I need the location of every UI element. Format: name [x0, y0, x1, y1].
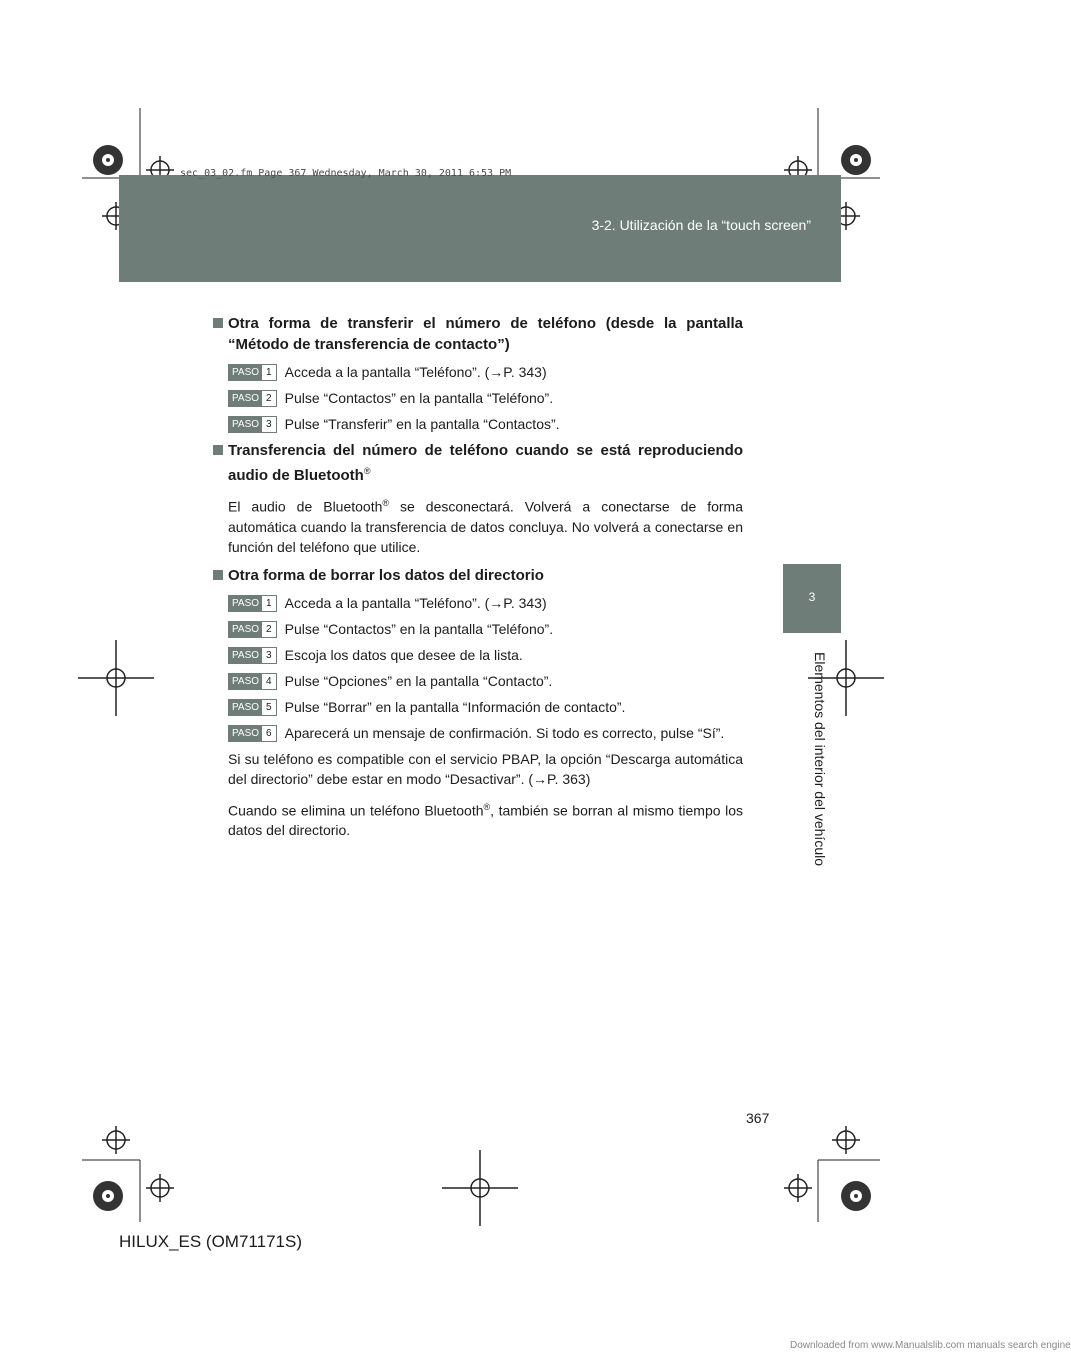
crosshair-registration-mark-icon: [102, 1126, 130, 1154]
crosshair-registration-mark-icon: [832, 1126, 860, 1154]
chapter-tab: [783, 564, 841, 633]
step-text: Pulse “Transferir” en la pantalla “Contactos”.: [284, 416, 560, 432]
step-text: Escoja los datos que desee de la lista.: [284, 646, 523, 663]
crosshair-registration-mark-icon: [442, 1150, 518, 1226]
step: [228, 388, 743, 408]
step-text: Aparecerá un mensaje de confirmación. Si todo es correcto, pulse “Sí”.: [284, 724, 725, 741]
page-content: [213, 307, 743, 848]
file-info: sec_03_02.fm Page 367 Wednesday, March 30, 2011 6:53 PM: [180, 168, 512, 179]
square-bullet-icon: [213, 570, 223, 580]
registered-mark: ®: [382, 498, 390, 508]
radial-registration-mark-icon: [93, 1181, 123, 1211]
step: [228, 619, 743, 639]
header-band: [119, 175, 841, 282]
step-badge: PASO 1: [228, 595, 277, 612]
footer-watermark: Downloaded from www.Manualslib.com manuals search engine: [790, 1340, 1071, 1351]
step-text: Pulse “Borrar” en la pantalla “Información de contacto”.: [284, 698, 626, 715]
registered-mark: ®: [363, 466, 371, 476]
radial-registration-mark-icon: [93, 145, 123, 175]
step-text: Pulse “Contactos” en la pantalla “Teléfono”.: [284, 390, 554, 406]
step-text: Pulse “Opciones” en la pantalla “Contacto”.: [284, 672, 553, 689]
crosshair-registration-mark-icon: [146, 1174, 174, 1202]
step-badge: PASO 2: [228, 390, 277, 407]
step: [228, 593, 743, 613]
step-text: Pulse “Contactos” en la pantalla “Teléfono”.: [284, 620, 554, 637]
section-heading: Otra forma de borrar los datos del directorio: [213, 565, 743, 586]
step-text: Acceda a la pantalla “Teléfono”. (→P. 343): [284, 594, 547, 611]
step: [228, 697, 743, 717]
crosshair-registration-mark-icon: [78, 640, 154, 716]
crosshair-registration-mark-icon: [784, 1174, 812, 1202]
registered-mark: ®: [483, 801, 491, 812]
radial-registration-mark-icon: [841, 1181, 871, 1211]
step-badge: PASO 5: [228, 699, 277, 716]
chapter-title: Elementos del interior del vehículo: [812, 652, 828, 867]
step-text: Acceda a la pantalla “Teléfono”. (→P. 343): [284, 364, 547, 380]
paragraph: Cuando se elimina un teléfono Bluetooth®, también se borran al mismo tiempo los datos del directorio.: [228, 801, 743, 839]
section-heading: Transferencia del número de teléfono cuando se está reproduciendo audio de Bluetooth®: [213, 440, 743, 486]
step: [228, 671, 743, 691]
chapter-number: 3: [808, 590, 816, 604]
step: [228, 414, 743, 434]
square-bullet-icon: [213, 445, 223, 455]
paragraph: El audio de Bluetooth® se desconectará. Volverá a conectarse de forma automática cuando la transferencia de datos concluya. No volverá a conectarse en función del teléfono que utilice.: [228, 498, 744, 555]
square-bullet-icon: [213, 318, 223, 328]
running-header: 3-2. Utilización de la “touch screen”: [591, 217, 811, 233]
page-number: 367: [746, 1110, 770, 1126]
step: [228, 362, 743, 382]
step: [228, 645, 743, 665]
step-badge: PASO 1: [228, 364, 277, 381]
step-badge: PASO 3: [228, 416, 277, 433]
step: [228, 723, 743, 743]
step-badge: PASO 2: [228, 621, 277, 638]
step-badge: PASO 3: [228, 647, 277, 664]
section-heading: Otra forma de transferir el número de teléfono (desde la pantalla “Método de transferencia de contacto”): [213, 313, 743, 355]
model-code: HILUX_ES (OM71171S): [119, 1232, 302, 1251]
paragraph: Si su teléfono es compatible con el servicio PBAP, la opción “Descarga automática del directorio” debe estar en modo “Desactivar”. (→P. 363): [228, 750, 743, 787]
step-badge: PASO 4: [228, 673, 277, 690]
radial-registration-mark-icon: [841, 145, 871, 175]
step-badge: PASO 6: [228, 725, 277, 742]
